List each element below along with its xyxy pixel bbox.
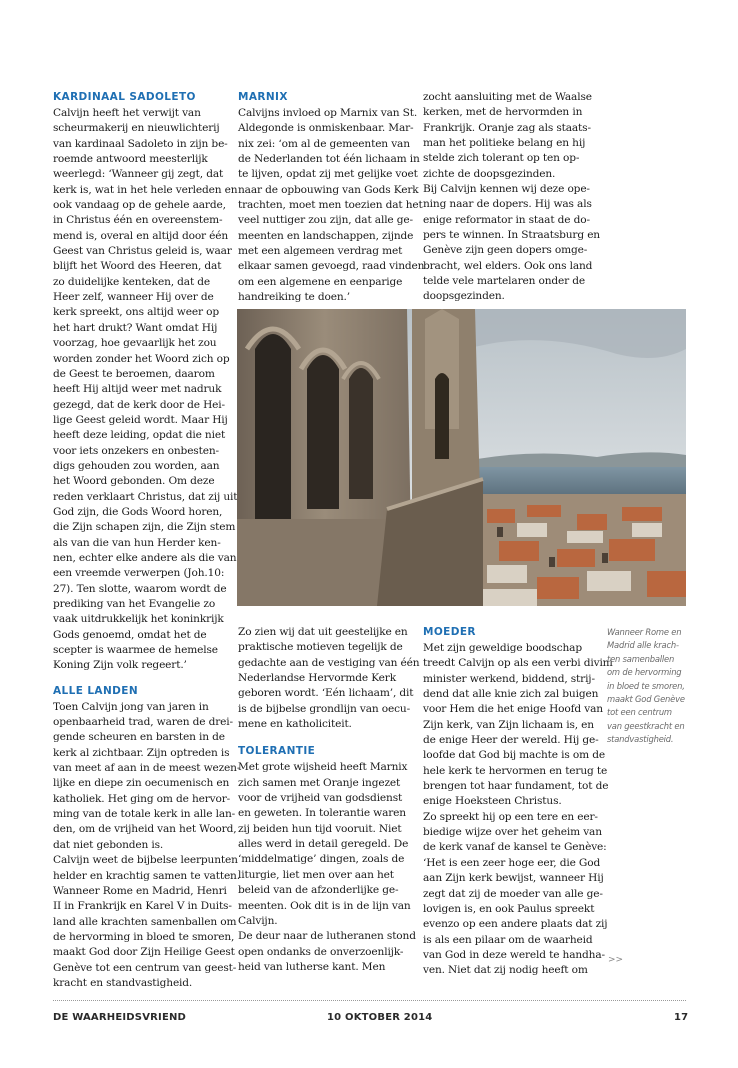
text-line: ten samenballen (607, 653, 675, 664)
text-line: van kardinaal Sadoleto in zijn be- (53, 137, 228, 150)
text-line: doopsgezinden. (423, 290, 505, 303)
text-line: in Christus één en overeenstem- (53, 214, 223, 227)
text-line: helder en krachtig samen te vatten. (53, 869, 240, 882)
text-line: als van die van hun Herder ken- (53, 536, 221, 549)
section-heading-tolerantie: TOLERANTIE (238, 745, 316, 758)
text-line: Koning Zijn volk regeert.’ (53, 659, 187, 672)
text-line: van meet af aan in de meest wezen- (53, 762, 241, 775)
text-line: man het politieke belang en hij (423, 137, 586, 150)
text-line: Zo zien wij dat uit geestelijke en (238, 626, 408, 638)
text-line: ook vandaag op de gehele aarde, (53, 199, 226, 212)
text-line: het hart drukt? Want omdat Hij (53, 321, 218, 334)
text-line: Nederlandse Hervormde Kerk (238, 672, 396, 685)
text-line: maakt God Genève (607, 694, 685, 705)
text-line: enige Hoeksteen Christus. (423, 795, 562, 808)
text-line: in bloed te smoren, (607, 680, 685, 691)
text-line: zo duidelijke kenteken, dat de (53, 275, 211, 288)
footer-publication: DE WAARHEIDSVRIEND (53, 1012, 187, 1023)
text-line: is als een pilaar om de waarheid (423, 933, 593, 946)
text-line: heeft Hij altijd weer met nadruk (53, 383, 222, 396)
text-line: de enige Heer der wereld. Hij ge- (423, 734, 599, 747)
text-line: met een algemeen verdrag met (238, 245, 403, 258)
text-line: stelde zich tolerant op ten op- (423, 152, 580, 165)
article-photo-geneva (237, 309, 686, 606)
column-2-bottom (238, 625, 420, 975)
text-line: heeft deze leiding, opdat die niet (53, 429, 226, 442)
text-line: voor Hem die het enige Hoofd van (423, 703, 603, 716)
text-line: loofde dat God bij machte is om de (423, 749, 605, 762)
text-line: bracht, wel elders. Ook ons land (423, 259, 593, 272)
text-line: Frankrijk. Oranje zag als staats- (423, 121, 591, 134)
text-line: meenten. Ook dit is in de lijn van (238, 899, 411, 912)
section-body-col2-bottom (238, 625, 420, 732)
column-3-bottom (423, 625, 613, 979)
text-line: dend dat alle knie zich zal buigen (423, 688, 599, 701)
text-line: enige reformator in staat de do- (423, 213, 590, 226)
text-line: een vreemde verwerpen (Joh.10: (53, 567, 225, 580)
text-line: kerken, met de hervormden in (423, 106, 583, 119)
section-body-marnix (238, 106, 425, 305)
text-line: Toen Calvijn jong van jaren in (53, 700, 209, 713)
text-line: ‘Het is een zeer hoge eer, die God (423, 856, 601, 869)
text-line: De deur naar de lutheranen stond (238, 930, 416, 943)
text-line: biedige wijze over het geheim van (423, 826, 602, 839)
text-line: Genève tot een centrum van geest- (53, 961, 237, 974)
text-line: standvastigheid. (607, 734, 674, 745)
text-line: maakt God door Zijn Heilige Geest (53, 946, 235, 959)
text-line: alles werd in detail geregeld. De (238, 838, 409, 851)
text-line: telde vele martelaren onder de (423, 275, 586, 288)
text-line: land alle krachten samenballen om (53, 915, 237, 928)
text-line: van geestkracht en (607, 720, 685, 731)
text-line: hele kerk te hervormen en terug te (423, 764, 608, 777)
text-line: nix zei: ‘om al de gemeenten van (238, 137, 410, 150)
section-body-moeder (423, 641, 613, 979)
text-line: minister werkend, biddend, strij- (423, 672, 595, 685)
text-line: meenten en landschappen, zijnde (238, 229, 414, 242)
text-line: evenzo op een andere plaats dat zij (423, 918, 608, 931)
text-line: worden zonder het Woord zich op (53, 352, 230, 365)
text-line: heid van lutherse kant. Men (238, 960, 386, 973)
text-line: II in Frankrijk en Karel V in Duits- (53, 900, 232, 913)
text-line: geboren wordt. ‘Eén lichaam’, dit (238, 687, 414, 700)
text-line: zegt dat zij de moeder van alle ge- (423, 887, 603, 900)
text-line: beleid van de afzonderlijke ge- (238, 884, 399, 897)
text-line: zich samen met Oranje ingezet (238, 776, 401, 789)
text-line: Zijn kerk, van Zijn lichaam is, en (423, 718, 594, 731)
text-line: Met zijn geweldige boodschap (423, 642, 582, 654)
section-body-alle-landen (53, 700, 241, 992)
column-3-top (423, 90, 600, 305)
text-line: om een algemene en eenparige (238, 275, 403, 288)
text-line: zij beiden hun tijd vooruit. Niet (238, 822, 402, 835)
text-line: openbaarheid trad, waren de drei- (53, 716, 233, 729)
text-line: kerk al zichtbaar. Zijn optreden is (53, 746, 230, 759)
geneva-cathedral-photo (237, 309, 686, 606)
section-heading-marnix: MARNIX (238, 91, 288, 103)
text-line: gedachte aan de vestiging van één (238, 656, 420, 669)
column-1 (53, 90, 241, 991)
text-line: Heer zelf, wanneer Hij over de (53, 291, 214, 304)
section-heading-moeder: MOEDER (423, 626, 476, 638)
text-line: van God in deze wereld te handha- (423, 948, 605, 961)
text-line: brengen tot haar fundament, tot de (423, 780, 609, 793)
text-line: nen, echter elke andere als die van (53, 551, 237, 564)
text-line: digs gehouden zou worden, aan (53, 459, 220, 472)
text-line: scheurmakerij en nieuwlichterij (53, 122, 220, 135)
text-line: veel nuttiger zou zijn, dat alle ge- (238, 214, 413, 227)
text-line: den, om de vrijheid van het Woord, (53, 823, 237, 836)
text-line: Calvijns invloed op Marnix van St. (238, 107, 418, 119)
text-line: te lijven, opdat zij met gelijke voet (238, 168, 418, 181)
text-line: ning naar de dopers. Hij was als (423, 198, 592, 211)
footer-date: 10 OKTOBER 2014 (327, 1012, 433, 1023)
text-line: de hervorming in bloed te smoren, (53, 930, 235, 943)
text-line: handreiking te doen.’ (238, 291, 350, 304)
footer-divider (53, 1000, 686, 1001)
text-line: ming van de totale kerk in alle lan- (53, 808, 236, 821)
text-line: trachten, moet men toezien dat het (238, 199, 423, 212)
section-body-col3-top (423, 90, 600, 305)
continue-marker: >> (608, 955, 624, 965)
text-line: reden verklaart Christus, dat zij uit (53, 490, 238, 503)
text-line: is de bijbelse grondlijn van oecu- (238, 702, 411, 715)
text-line: roemde antwoord meesterlijk (53, 153, 208, 166)
text-line: kracht en standvastigheid. (53, 976, 193, 989)
text-line: kerk is, wat in het hele verleden en (53, 183, 238, 196)
text-line: de Geest te beroemen, daarom (53, 367, 215, 380)
text-line: om de hervorming (607, 667, 682, 678)
text-line: treedt Calvijn op als een verbi divini (423, 657, 613, 670)
text-line: vaak uitdrukkelijk het koninkrijk (53, 613, 224, 626)
text-line: en geweten. In tolerantie waren (238, 807, 406, 820)
text-line: lijke en diepe zin oecumenisch en (53, 777, 230, 790)
section-body-sadoleto (53, 106, 238, 674)
text-line: Calvijn. (238, 914, 278, 927)
text-line: Met grote wijsheid heeft Marnix (238, 761, 408, 774)
text-line: voor de vrijheid van godsdienst (238, 792, 403, 805)
text-line: Calvijn heeft het verwijt van (53, 107, 201, 119)
page-number: 17 (674, 1012, 689, 1023)
text-line: elkaar samen gevoegd, raad vinden (238, 260, 425, 273)
text-line: mene en katholiciteit. (238, 718, 352, 731)
text-line: Bij Calvijn kennen wij deze ope- (423, 183, 590, 196)
text-line: liturgie, liet men over aan het (238, 868, 394, 881)
text-line: prediking van het Evangelie zo (53, 598, 216, 610)
text-line: Aldegonde is onmiskenbaar. Mar- (238, 122, 414, 135)
text-line: Wanneer Rome en Madrid, Henri (53, 884, 227, 897)
text-line: pers te winnen. In Straatsburg en (423, 229, 600, 242)
text-line: Wanneer Rome en (607, 627, 682, 637)
text-line: tot een centrum (607, 707, 672, 718)
text-line: open ondanks de onverzoenlijk- (238, 945, 404, 958)
pull-quote-caption (607, 626, 717, 747)
text-line: het Woord gebonden. Om deze (53, 475, 215, 488)
section-heading-alle-landen: ALLE LANDEN (53, 684, 139, 697)
text-line: lige Geest geleid wordt. Maar Hij (53, 413, 228, 426)
text-line: Zo spreekt hij op een tere en eer- (423, 810, 598, 823)
text-line: weerlegd: ‘Wanneer gij zegt, dat (53, 168, 224, 181)
text-line: voor iets onzekers en onbesten- (53, 444, 219, 457)
text-line: Geest van Christus geleid is, waar (53, 245, 232, 258)
text-line: aan Zijn kerk bewijst, wanneer Hij (423, 872, 604, 885)
text-line: mend is, overal en altijd door één (53, 229, 229, 242)
text-line: dat niet gebonden is. (53, 838, 164, 851)
text-line: de kerk vanaf de kansel te Genève: (423, 841, 607, 854)
text-line: die Zijn schapen zijn, die Zijn stem (53, 521, 236, 534)
text-line: ven. Niet dat zij nodig heeft om (423, 964, 588, 977)
section-body-tolerantie (238, 760, 416, 975)
text-line: zocht aansluiting met de Waalse (423, 91, 592, 103)
text-line: katholiek. Het ging om de hervor- (53, 792, 231, 805)
text-line: gende scheuren en barsten in de (53, 731, 225, 744)
text-line: Madrid alle krach- (607, 640, 679, 651)
column-2-top (238, 90, 425, 305)
text-line: gezegd, dat de kerk door de Hei- (53, 398, 225, 411)
text-line: 27). Ten slotte, waarom wordt de (53, 582, 227, 595)
text-line: ‘middelmatige’ dingen, zoals de (238, 853, 405, 866)
text-line: praktische motieven tegelijk de (238, 641, 403, 654)
text-line: zichte de doopsgezinden. (423, 167, 556, 180)
text-line: Calvijn weet de bijbelse leerpunten (53, 854, 238, 867)
text-line: Genève zijn geen dopers omge- (423, 244, 588, 257)
text-line: naar de opbouwing van Gods Kerk (238, 183, 419, 196)
section-heading-sadoleto: KARDINAAL SADOLETO (53, 91, 196, 103)
text-line: Gods genoemd, omdat het de (53, 628, 207, 641)
text-line: de Nederlanden tot één lichaam in (238, 153, 420, 166)
text-line: scepter is waarmee de hemelse (53, 644, 218, 657)
text-line: voorzag, hoe gevaarlijk het zou (53, 337, 217, 350)
text-line: kerk spreekt, ons altijd weer op (53, 306, 219, 319)
text-line: God zijn, die Gods Woord horen, (53, 505, 223, 518)
text-line: lovigen is, en ook Paulus spreekt (423, 902, 595, 915)
text-line: blijft het Woord des Heeren, dat (53, 260, 222, 273)
